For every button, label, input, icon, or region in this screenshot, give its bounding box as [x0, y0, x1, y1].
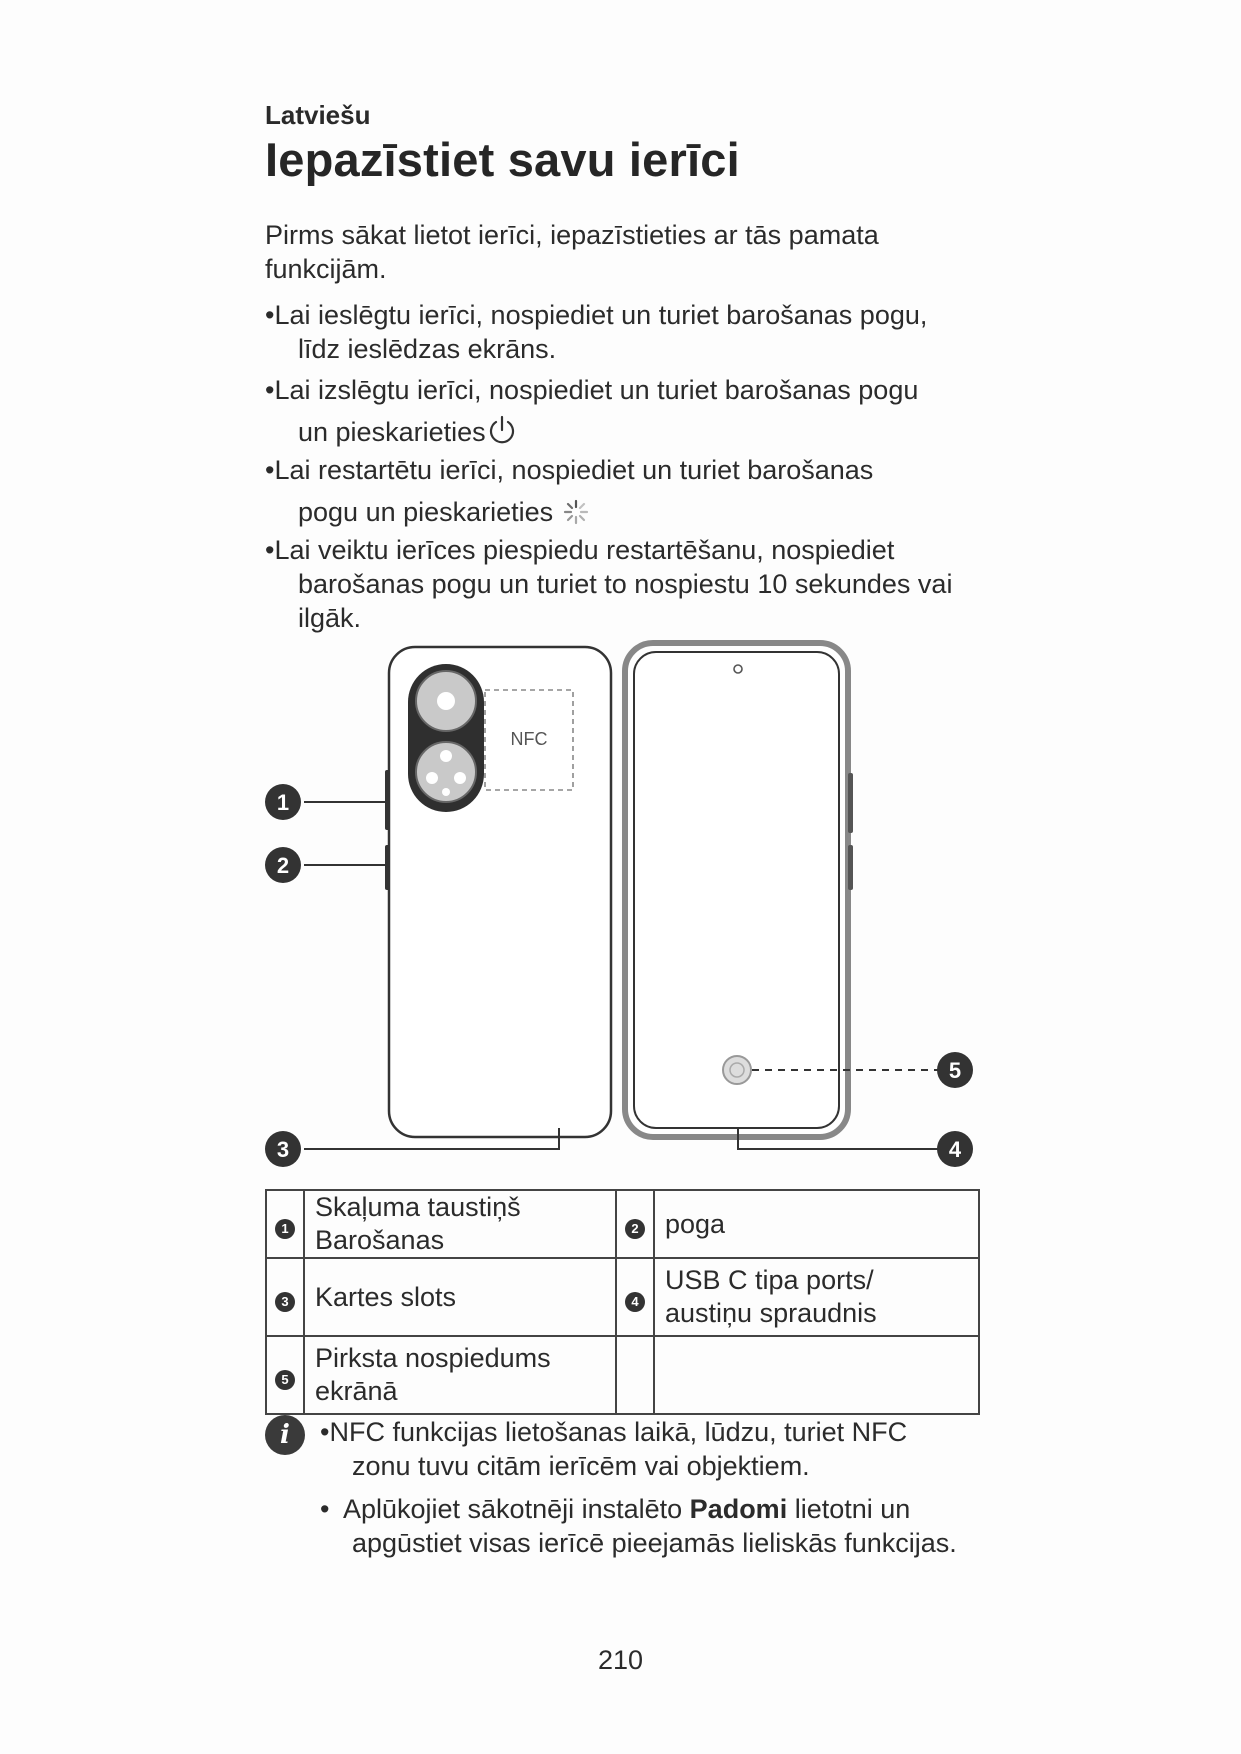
table-row	[266, 1190, 979, 1258]
callout-number: 5	[948, 1058, 962, 1083]
page-number: 210	[597, 1645, 644, 1675]
nfc-label: NFC	[510, 729, 548, 749]
note-line: zonu tuvu citām ierīcēm vai objektiem.	[352, 1451, 810, 1481]
bullet-line: barošanas pogu un turiet to nospiestu 10 sekundes vai	[298, 569, 953, 599]
bullet-line: •Lai veiktu ierīces piespiedu restartēšanu, nospiediet	[265, 535, 895, 565]
note-line: •NFC funkcijas lietošanas laikā, lūdzu, turiet NFC	[320, 1417, 908, 1447]
bullet-line: un pieskarieties	[298, 417, 486, 447]
table-row	[266, 1336, 979, 1414]
note-text: lietotni un	[787, 1494, 911, 1524]
part-label	[654, 1336, 979, 1414]
part-label-line: austiņu spraudnis	[665, 1298, 877, 1328]
callout-badge: 1	[275, 1219, 295, 1239]
note-nfc	[320, 1415, 980, 1483]
camera-lens	[440, 750, 452, 762]
part-label-line: Pirksta nospiedums	[315, 1343, 551, 1373]
camera-lens	[426, 772, 438, 784]
flash	[442, 788, 450, 796]
volume-key	[385, 770, 390, 830]
note-line: apgūstiet visas ierīcē pieejamās lieliskās funkcijas.	[352, 1528, 957, 1558]
bullet-line: •Lai restartētu ierīci, nospiediet un turiet barošanas	[265, 455, 874, 485]
callout-badge: 2	[625, 1219, 645, 1239]
bullet-line: •Lai ieslēgtu ierīci, nospiediet un turiet barošanas pogu,	[265, 300, 928, 330]
bullet-line: līdz ieslēdzas ekrāns.	[298, 334, 557, 364]
page-title: Iepazīstiet savu ierīci	[265, 133, 740, 186]
callout-badge: 5	[275, 1370, 295, 1390]
main-camera-lens	[437, 692, 455, 710]
note-text: • Aplūkojiet sākotnēji instalēto	[320, 1494, 690, 1524]
parts-table	[265, 1189, 980, 1415]
table-cell	[616, 1190, 654, 1258]
intro-paragraph: Pirms sākat lietot ierīci, iepazīstieties ar tās pamata funkcijām.	[265, 220, 879, 284]
note-line	[320, 1494, 910, 1524]
part-label	[304, 1336, 616, 1414]
bullet-line: •Lai izslēgtu ierīci, nospiediet un turiet barošanas pogu	[265, 375, 919, 405]
part-label: Kartes slots	[304, 1258, 616, 1336]
callout-number: 3	[276, 1137, 290, 1162]
callout-number: 4	[948, 1137, 962, 1162]
part-label: poga	[654, 1190, 979, 1258]
part-label	[654, 1258, 979, 1336]
callout-badge: 3	[275, 1292, 295, 1312]
bullet-line: ilgāk.	[298, 603, 362, 633]
language-label: Latviešu	[265, 100, 371, 130]
part-label-line: USB C tipa ports/	[665, 1265, 874, 1295]
table-cell	[266, 1190, 304, 1258]
callout-badge: 4	[625, 1292, 645, 1312]
part-label: Skaļuma taustiņš Barošanas	[304, 1190, 616, 1258]
fingerprint-sensor	[723, 1056, 751, 1084]
table-cell	[266, 1336, 304, 1414]
info-icon: i	[265, 1415, 305, 1455]
side-key	[848, 773, 853, 833]
bullet-line: pogu un pieskarieties	[298, 497, 554, 527]
table-row	[266, 1258, 979, 1336]
callout-number: 1	[276, 790, 290, 815]
table-cell	[616, 1336, 654, 1414]
power-key	[385, 845, 390, 890]
part-label-line: ekrānā	[315, 1376, 398, 1406]
note-tips	[320, 1492, 980, 1560]
side-key	[848, 845, 853, 890]
callout-number: 2	[276, 853, 290, 878]
table-cell	[266, 1258, 304, 1336]
app-name: Padomi	[689, 1494, 788, 1524]
camera-lens	[454, 772, 466, 784]
table-cell	[616, 1258, 654, 1336]
